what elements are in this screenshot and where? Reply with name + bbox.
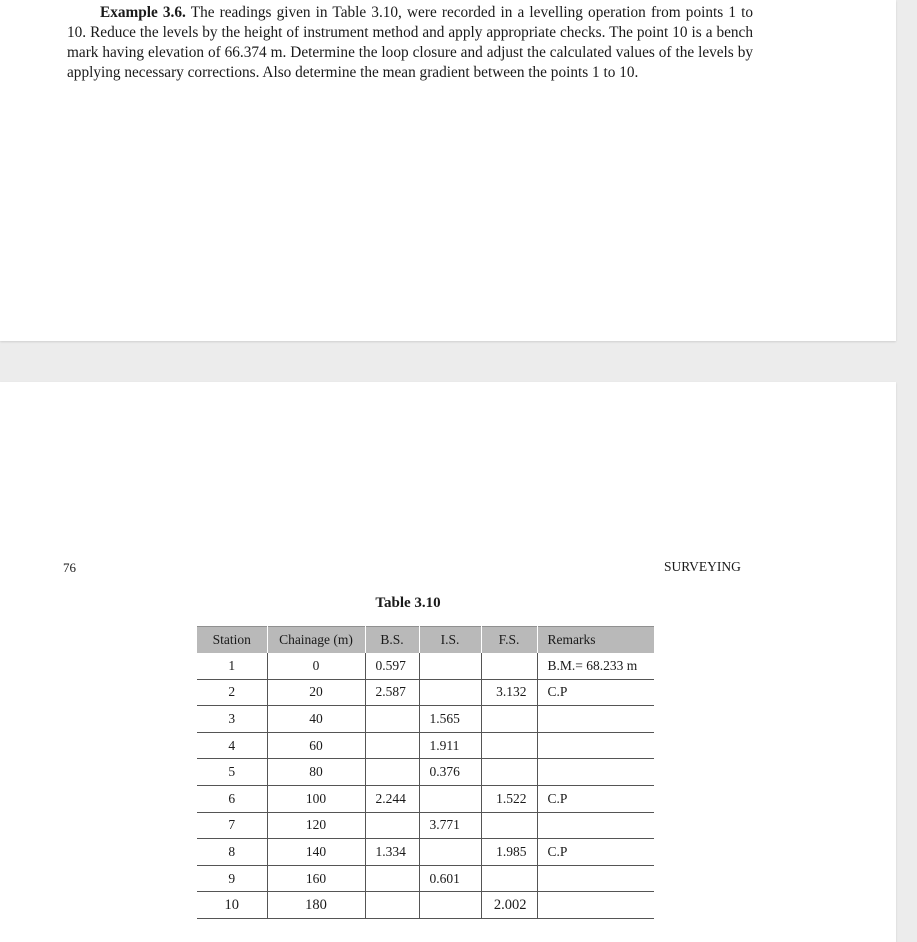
cell-remarks: C.P xyxy=(537,679,654,706)
cell-chainage: 100 xyxy=(267,785,365,812)
cell-remarks xyxy=(537,812,654,839)
table-row xyxy=(197,785,654,812)
cell-bs xyxy=(365,865,419,892)
cell-remarks: B.M.= 68.233 m xyxy=(537,653,654,679)
cell-station: 1 xyxy=(197,653,267,679)
header-fs: F.S. xyxy=(481,627,537,654)
cell-remarks: C.P xyxy=(537,839,654,866)
cell-chainage: 80 xyxy=(267,759,365,786)
table-row xyxy=(197,759,654,786)
cell-station: 8 xyxy=(197,839,267,866)
cell-is: 1.911 xyxy=(419,732,481,759)
cell-fs xyxy=(481,759,537,786)
cell-station: 4 xyxy=(197,732,267,759)
cell-chainage: 60 xyxy=(267,732,365,759)
table-caption: Table 3.10 xyxy=(375,595,441,611)
cell-bs: 2.587 xyxy=(365,679,419,706)
cell-is xyxy=(419,892,481,919)
example-label: Example 3.6. xyxy=(100,4,186,21)
cell-bs xyxy=(365,732,419,759)
cell-is xyxy=(419,839,481,866)
running-head: SURVEYING xyxy=(664,559,741,574)
cell-remarks: C.P xyxy=(537,785,654,812)
cell-fs: 2.002 xyxy=(481,892,537,919)
levelling-table xyxy=(197,626,654,919)
cell-bs xyxy=(365,759,419,786)
table-row xyxy=(197,865,654,892)
cell-station: 5 xyxy=(197,759,267,786)
table-header-row xyxy=(197,627,654,654)
cell-is xyxy=(419,679,481,706)
cell-chainage: 40 xyxy=(267,706,365,733)
cell-chainage: 20 xyxy=(267,679,365,706)
cell-is: 3.771 xyxy=(419,812,481,839)
cell-is: 0.376 xyxy=(419,759,481,786)
table-row xyxy=(197,892,654,919)
cell-fs xyxy=(481,653,537,679)
example-paragraph xyxy=(67,3,753,83)
example-text: The readings given in Table 3.10, were recorded in a levelling operation from points 1 to 10. Reduce the levels by the height of instrument method and apply appropriate checks. The point 10 is a bench mark having elevation of 66.374 m. Determine the loop closure and adjust the calculated values of the levels by applying necessary corrections. Also determine the mean gradient between the points 1 to 10. xyxy=(67,4,753,81)
cell-station: 3 xyxy=(197,706,267,733)
cell-fs xyxy=(481,706,537,733)
document-page-top xyxy=(0,0,896,341)
cell-is xyxy=(419,653,481,679)
table-row xyxy=(197,812,654,839)
table-row xyxy=(197,732,654,759)
header-chainage: Chainage (m) xyxy=(267,627,365,654)
header-is: I.S. xyxy=(419,627,481,654)
cell-remarks xyxy=(537,892,654,919)
cell-bs xyxy=(365,812,419,839)
cell-chainage: 140 xyxy=(267,839,365,866)
cell-bs: 0.597 xyxy=(365,653,419,679)
cell-fs: 3.132 xyxy=(481,679,537,706)
cell-station: 6 xyxy=(197,785,267,812)
document-page-bottom xyxy=(0,382,896,942)
cell-fs xyxy=(481,812,537,839)
cell-bs xyxy=(365,892,419,919)
cell-is: 1.565 xyxy=(419,706,481,733)
cell-bs: 1.334 xyxy=(365,839,419,866)
cell-chainage: 180 xyxy=(267,892,365,919)
cell-station: 9 xyxy=(197,865,267,892)
cell-remarks xyxy=(537,759,654,786)
cell-bs xyxy=(365,706,419,733)
table-row xyxy=(197,653,654,679)
cell-station: 2 xyxy=(197,679,267,706)
cell-remarks xyxy=(537,865,654,892)
cell-fs: 1.522 xyxy=(481,785,537,812)
cell-fs xyxy=(481,865,537,892)
cell-bs: 2.244 xyxy=(365,785,419,812)
cell-remarks xyxy=(537,732,654,759)
cell-chainage: 120 xyxy=(267,812,365,839)
page-number: 76 xyxy=(63,560,76,575)
table-row xyxy=(197,679,654,706)
cell-is xyxy=(419,785,481,812)
header-remarks: Remarks xyxy=(537,627,654,654)
cell-is: 0.601 xyxy=(419,865,481,892)
cell-fs xyxy=(481,732,537,759)
cell-chainage: 0 xyxy=(267,653,365,679)
cell-station: 7 xyxy=(197,812,267,839)
header-station: Station xyxy=(197,627,267,654)
table-row xyxy=(197,839,654,866)
cell-remarks xyxy=(537,706,654,733)
cell-station: 10 xyxy=(197,892,267,919)
header-bs: B.S. xyxy=(365,627,419,654)
cell-fs: 1.985 xyxy=(481,839,537,866)
table-row xyxy=(197,706,654,733)
cell-chainage: 160 xyxy=(267,865,365,892)
